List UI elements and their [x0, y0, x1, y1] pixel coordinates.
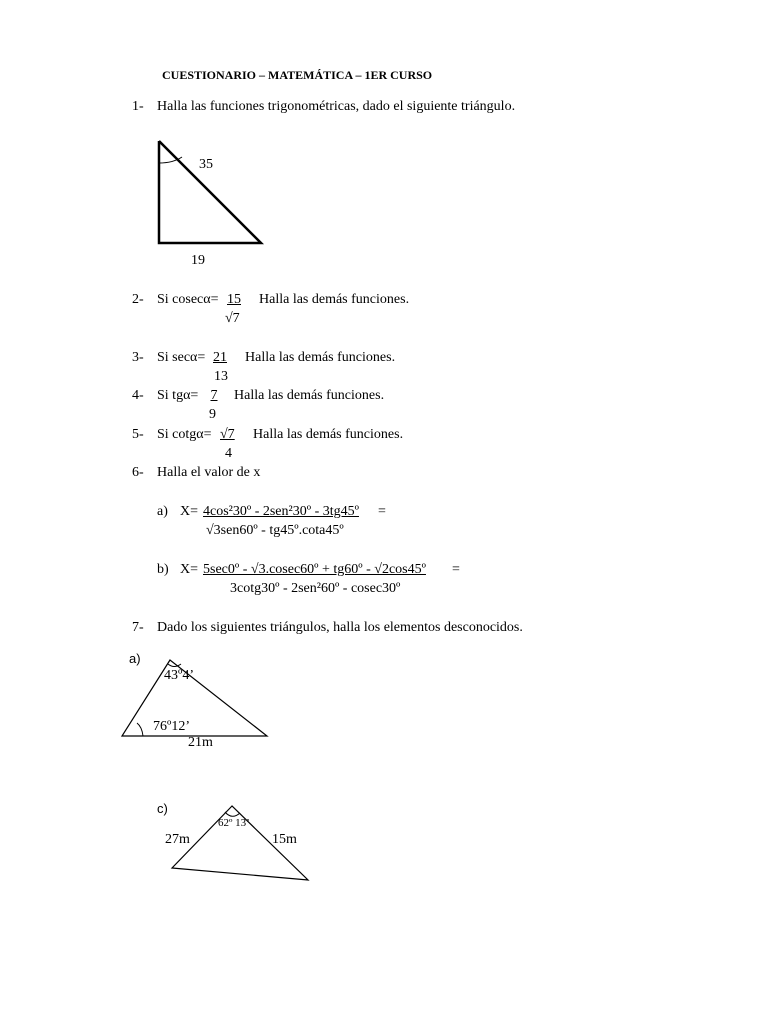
q2-text: Halla las demás funciones.: [259, 292, 410, 307]
q6a-equals: =: [378, 504, 386, 519]
q4-text: Halla las demás funciones.: [234, 388, 385, 403]
q5-numerator: √7: [220, 427, 235, 442]
q3-numerator: 21: [213, 350, 227, 365]
q6a-lhs: X=: [180, 504, 199, 519]
triangle-1-base-label: 19: [191, 253, 205, 268]
q7-number: 7-: [132, 620, 144, 635]
q7c-top-angle: 62º 13’: [218, 817, 250, 829]
q1-number: 1-: [132, 99, 144, 114]
page-title: CUESTIONARIO – MATEMÁTICA – 1ER CURSO: [162, 68, 433, 82]
q7-text: Dado los siguientes triángulos, halla los elementos desconocidos.: [157, 620, 523, 635]
q4-prefix: Si tgα=: [157, 388, 199, 403]
q6a-denominator: √3sen60º - tg45º.cota45º: [206, 523, 344, 538]
q6b-denominator: 3cotg30º - 2sen²60º - cosec30º: [230, 581, 401, 596]
q4-denominator: 9: [209, 407, 216, 422]
q6b-numerator: 5sec0º - √3.cosec60º + tg60º - √2cos45º: [203, 562, 426, 577]
q6a-numerator: 4cos²30º - 2sen²30º - 3tg45º: [203, 504, 359, 519]
triangle-1-hypotenuse-label: 35: [199, 157, 213, 172]
q5-denominator: 4: [225, 446, 232, 461]
q5-prefix: Si cotgα=: [157, 427, 212, 442]
q7a-left-angle: 76º12’: [153, 719, 191, 734]
q6a-label: a): [157, 504, 168, 519]
q7c-right-side: 15m: [272, 832, 297, 847]
q2-prefix: Si cosecα=: [157, 292, 219, 307]
q2-denominator: √7: [225, 311, 240, 326]
q6b-label: b): [157, 562, 169, 577]
q3-number: 3-: [132, 350, 144, 365]
q2-number: 2-: [132, 292, 144, 307]
q6-text: Halla el valor de x: [157, 465, 261, 480]
q6b-lhs: X=: [180, 562, 199, 577]
q6b-equals: =: [452, 562, 460, 577]
q4-numerator: 7: [210, 388, 218, 403]
q7a-label: a): [129, 651, 141, 666]
triangle-7c-top-arc: [225, 812, 240, 816]
q7c-left-side: 27m: [165, 832, 190, 847]
q3-denominator: 13: [214, 369, 228, 384]
q7a-base: 21m: [188, 735, 213, 750]
q2-numerator: 15: [227, 292, 241, 307]
q7c-label: c): [157, 801, 168, 816]
q4-number: 4-: [132, 388, 144, 403]
q5-number: 5-: [132, 427, 144, 442]
q1-text: Halla las funciones trigonométricas, dado el siguiente triángulo.: [157, 99, 516, 114]
q3-prefix: Si secα=: [157, 350, 206, 365]
q6-number: 6-: [132, 465, 144, 480]
q7a-top-angle: 43º4’: [164, 668, 195, 683]
q5-text: Halla las demás funciones.: [253, 427, 404, 442]
q3-text: Halla las demás funciones.: [245, 350, 396, 365]
